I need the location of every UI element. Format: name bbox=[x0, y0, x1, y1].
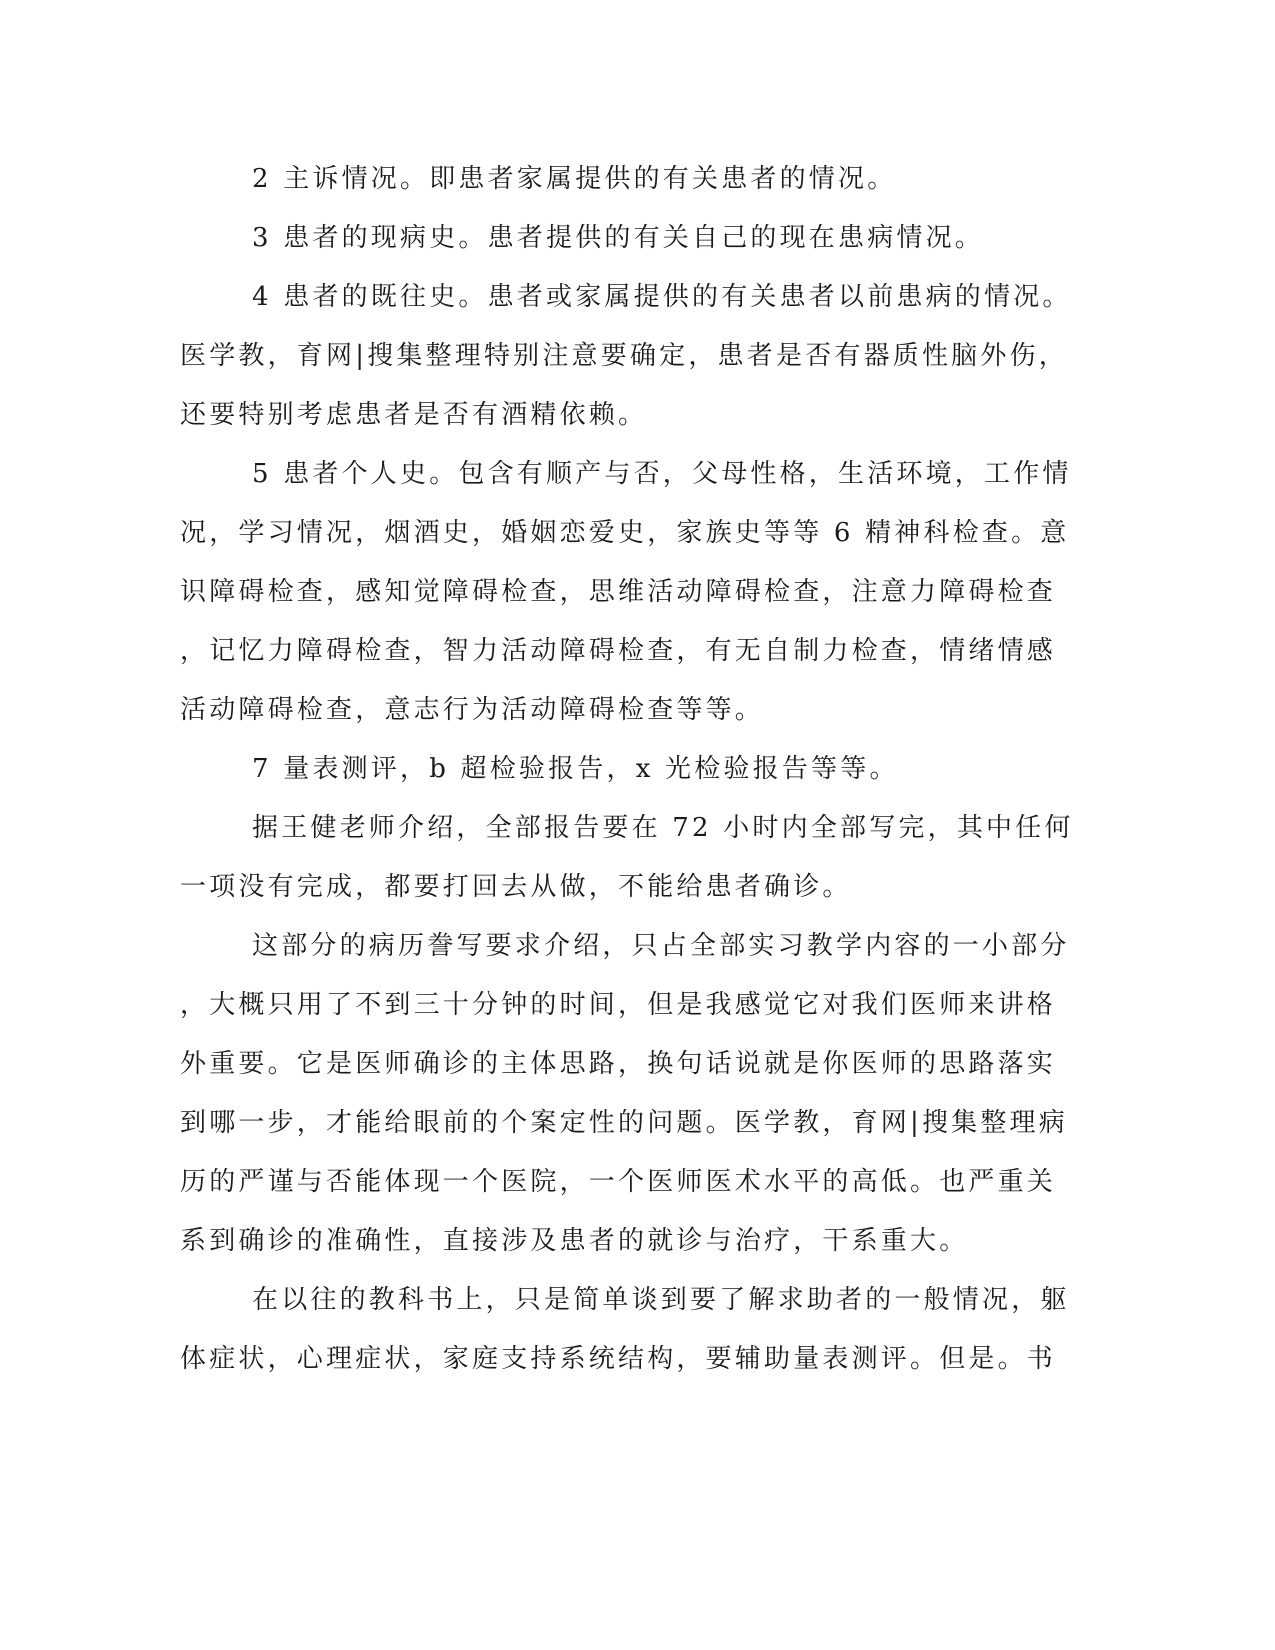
text-line: ，大概只用了不到三十分钟的时间，但是我感觉它对我们医师来讲格 bbox=[180, 990, 1057, 1020]
text-line: 3 患者的现病史。患者提供的有关自己的现在患病情况。 bbox=[252, 223, 985, 253]
text-line: 这部分的病历誊写要求介绍，只占全部实习教学内容的一小部分 bbox=[252, 931, 1070, 961]
text-line: 历的严谨与否能体现一个医院，一个医师医术水平的高低。也严重关 bbox=[180, 1167, 1057, 1197]
document-body bbox=[180, 150, 1074, 1389]
text-line: 7 量表测评，b 超检验报告，x 光检验报告等等。 bbox=[252, 754, 899, 784]
text-line: 还要特别考虑患者是否有酒精依赖。 bbox=[180, 400, 648, 430]
text-line: 4 患者的既往史。患者或家属提供的有关患者以前患病的情况。 bbox=[252, 282, 1072, 312]
text-line: 医学教，育网|搜集整理特别注意要确定，患者是否有器质性脑外伤， bbox=[180, 341, 1068, 371]
paragraph-past-history bbox=[180, 268, 1072, 445]
paragraph-personal-history bbox=[180, 445, 1072, 740]
paragraph-report-deadline bbox=[180, 799, 1074, 917]
paragraph-record-importance bbox=[180, 917, 1070, 1271]
text-line: 活动障碍检查，意志行为活动障碍检查等等。 bbox=[180, 695, 765, 725]
paragraph-textbook bbox=[180, 1271, 1070, 1389]
text-line: 2 主诉情况。即患者家属提供的有关患者的情况。 bbox=[252, 164, 897, 194]
text-line: 体症状，心理症状，家庭支持系统结构，要辅助量表测评。但是。书 bbox=[180, 1344, 1057, 1374]
text-line: ，记忆力障碍检查，智力活动障碍检查，有无自制力检查，情绪情感 bbox=[180, 636, 1057, 666]
paragraph-present-illness bbox=[180, 209, 1030, 268]
paragraph-chief-complaint bbox=[180, 150, 1030, 209]
text-line: 一项没有完成，都要打回去从做，不能给患者确诊。 bbox=[180, 872, 852, 902]
text-line: 在以往的教科书上，只是简单谈到要了解求助者的一般情况，躯 bbox=[252, 1285, 1070, 1315]
text-line: 5 患者个人史。包含有顺产与否，父母性格，生活环境，工作情 bbox=[252, 459, 1072, 489]
text-line: 况，学习情况，烟酒史，婚姻恋爱史，家族史等等 6 精神科检查。意 bbox=[180, 518, 1070, 548]
text-line: 系到确诊的准确性，直接涉及患者的就诊与治疗，干系重大。 bbox=[180, 1226, 969, 1256]
text-line: 外重要。它是医师确诊的主体思路，换句话说就是你医师的思路落实 bbox=[180, 1049, 1057, 1079]
text-line: 据王健老师介绍，全部报告要在 72 小时内全部写完，其中任何 bbox=[252, 813, 1074, 843]
paragraph-scale-assessment bbox=[180, 740, 1030, 799]
text-line: 到哪一步，才能给眼前的个案定性的问题。医学教，育网|搜集整理病 bbox=[180, 1108, 1068, 1138]
text-line: 识障碍检查，感知觉障碍检查，思维活动障碍检查，注意力障碍检查 bbox=[180, 577, 1057, 607]
